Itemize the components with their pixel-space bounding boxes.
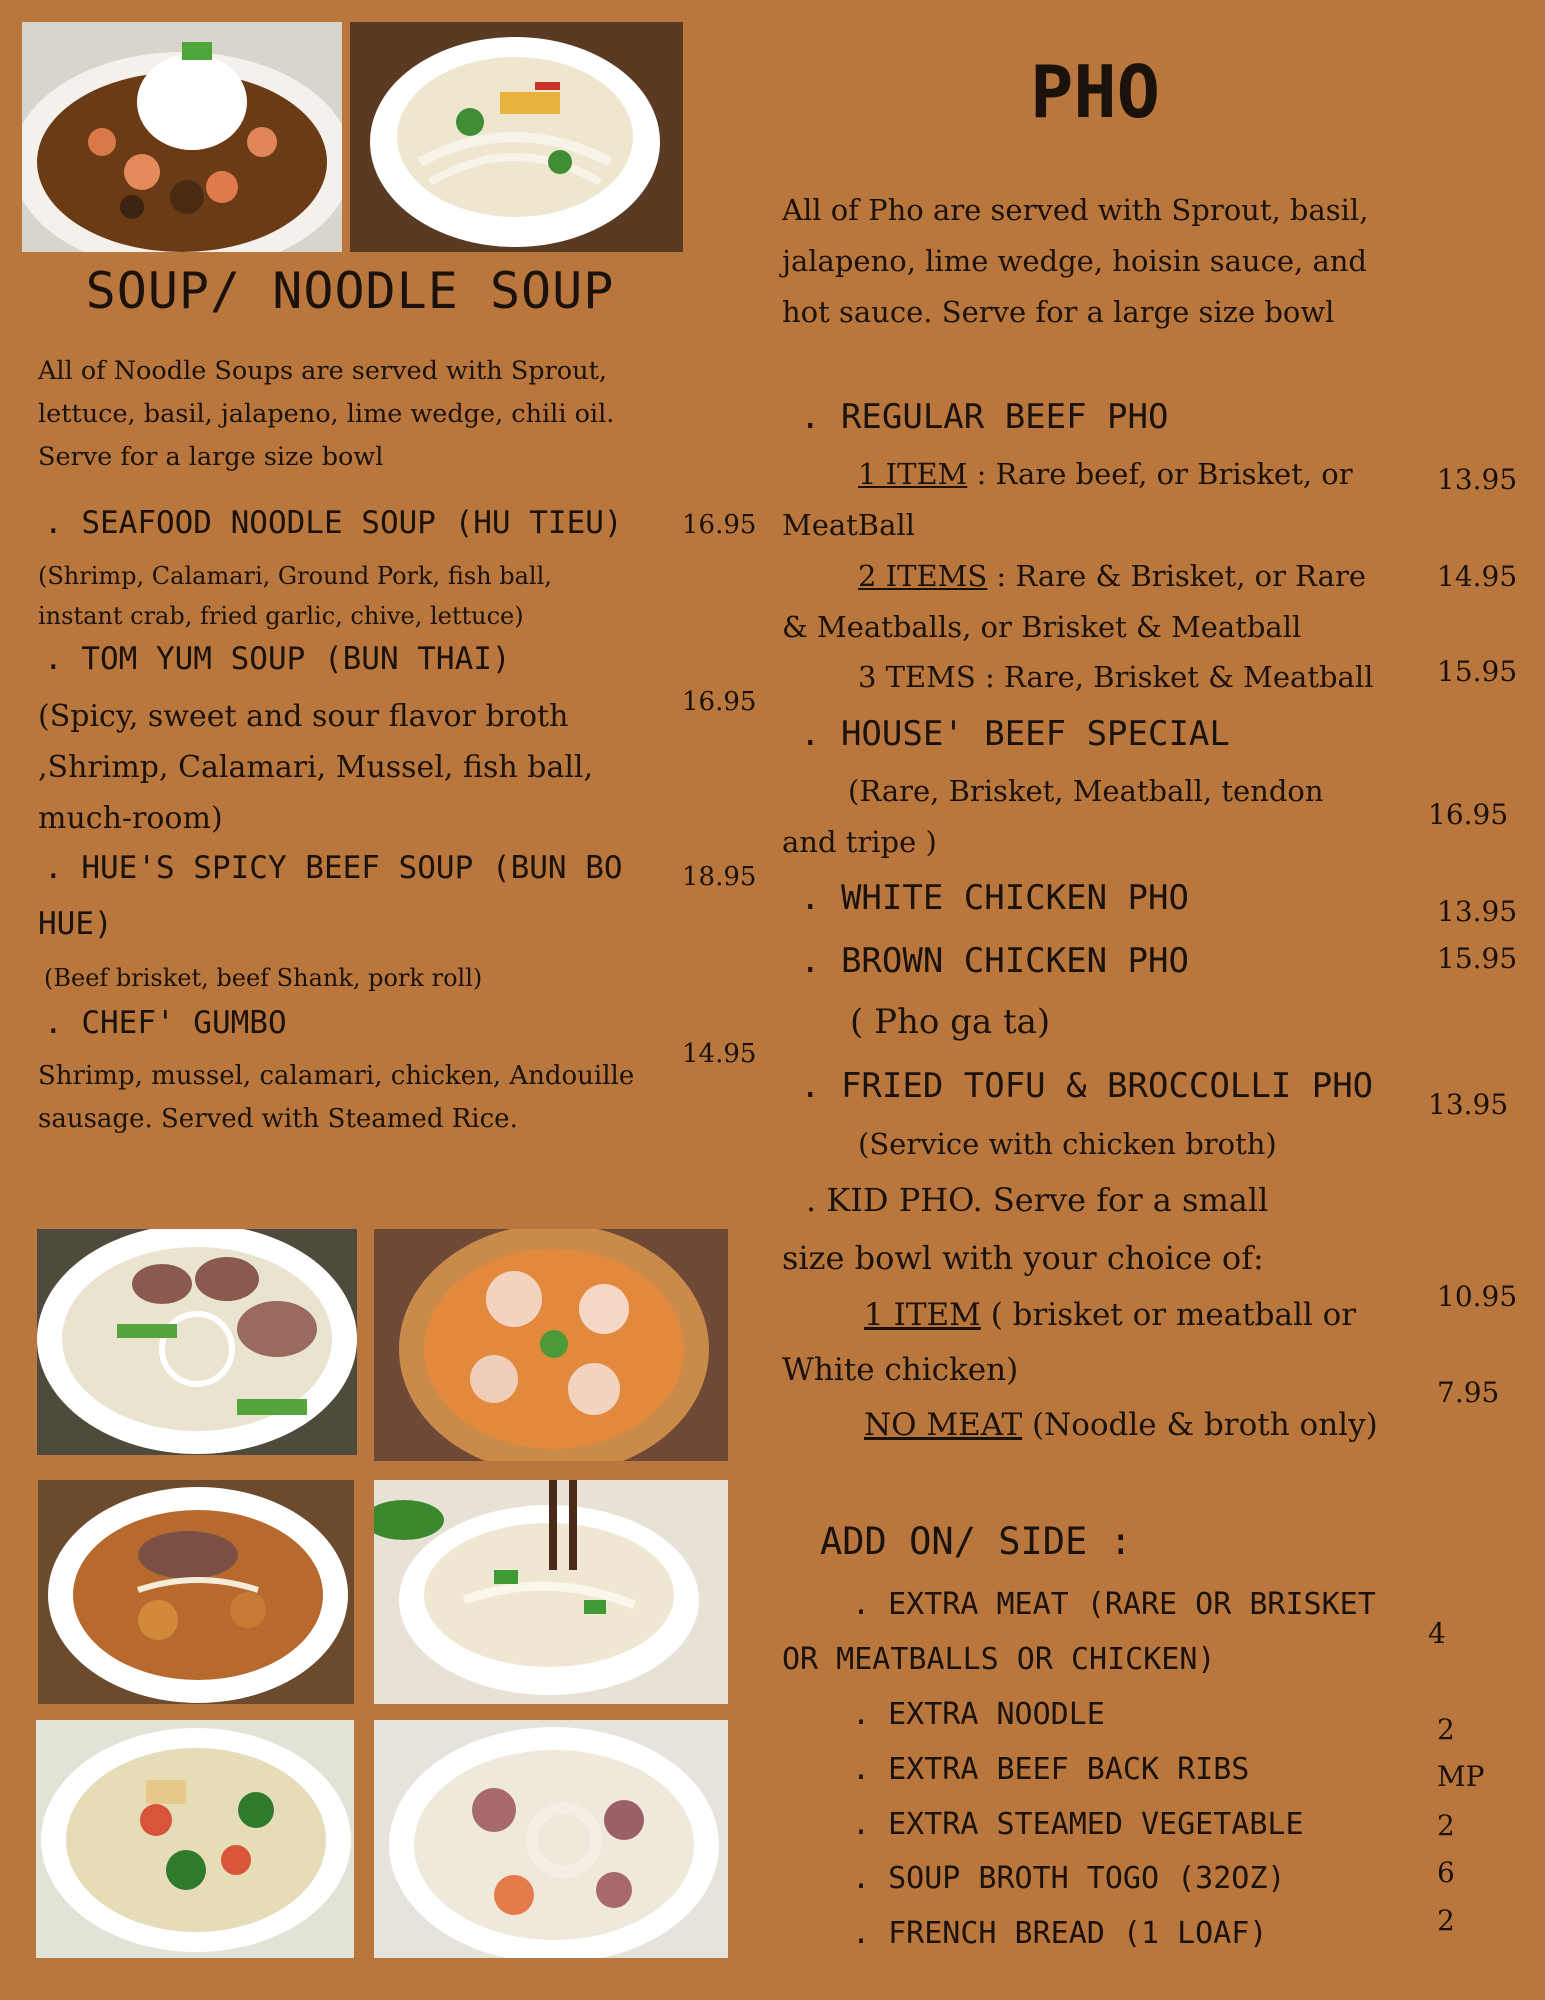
white-chicken-pho-price: 13.95 xyxy=(1437,895,1518,928)
brown-chicken-pho-price: 15.95 xyxy=(1437,942,1518,975)
tom-yum-soup-name: . TOM YUM SOUP (BUN THAI) xyxy=(44,641,511,677)
seafood-noodle-soup-price: 16.95 xyxy=(682,510,757,540)
soup-intro: All of Noodle Soups are served with Sprout, lettuce, basil, jalapeno, lime wedge, chili oil. Serve for a large size bowl xyxy=(38,356,615,472)
bun-bo-hue-name-line1: . HUE'S SPICY BEEF SOUP (BUN BO xyxy=(44,850,623,886)
kid-pho-1-item-price: 10.95 xyxy=(1437,1280,1518,1313)
tom-yum-photo xyxy=(374,1229,728,1461)
tofu-pho-photo xyxy=(36,1720,354,1958)
white-chicken-pho-name: . WHITE CHICKEN PHO xyxy=(800,878,1189,918)
kid-pho-no-meat xyxy=(864,1407,1378,1443)
regular-pho-1-item xyxy=(858,457,1353,491)
extra-meat-line-1: . EXTRA MEAT (RARE OR BRISKET xyxy=(852,1587,1376,1622)
extra-steamed-vegetable-price: 2 xyxy=(1437,1809,1455,1842)
regular-pho-2-items-text: : Rare & Brisket, or Rare xyxy=(996,559,1366,593)
regular-pho-3-items: 3 TEMS : Rare, Brisket & Meatball xyxy=(858,660,1374,694)
kid-pho-line-2: size bowl with your choice of: xyxy=(782,1239,1264,1277)
regular-beef-pho-name: . REGULAR BEEF PHO xyxy=(800,397,1169,437)
gumbo-photo xyxy=(22,22,342,252)
regular-pho-2-items xyxy=(858,559,1366,593)
regular-pho-2-items-price: 14.95 xyxy=(1437,560,1518,593)
regular-pho-1-item-text: : Rare beef, or Brisket, or xyxy=(976,457,1353,491)
extra-beef-back-ribs: . EXTRA BEEF BACK RIBS xyxy=(852,1752,1250,1787)
house-beef-special-desc-1: (Rare, Brisket, Meatball, tendon xyxy=(848,774,1324,808)
pho-section-title: PHO xyxy=(1029,50,1161,134)
pho-intro: All of Pho are served with Sprout, basil, jalapeno, lime wedge, hoisin sauce, and hot sauce. Serve for a large size bowl xyxy=(782,193,1369,329)
tom-yum-soup-desc: (Spicy, sweet and sour flavor broth ,Shrimp, Calamari, Mussel, fish ball, much-room) xyxy=(38,699,594,836)
house-beef-special-desc-2: and tripe ) xyxy=(782,825,937,859)
extra-meat-line-2: OR MEATBALLS OR CHICKEN) xyxy=(782,1642,1216,1677)
regular-pho-1-item-price: 13.95 xyxy=(1437,463,1518,496)
kid-pho-no-meat-price: 7.95 xyxy=(1437,1376,1500,1409)
kid-pho-no-meat-label: NO MEAT xyxy=(864,1407,1023,1443)
pho-chicken-photo xyxy=(350,22,683,252)
addons-title: ADD ON/ SIDE : xyxy=(820,1520,1132,1563)
regular-pho-1-item-label: 1 ITEM xyxy=(858,457,968,491)
extra-meat-price: 4 xyxy=(1428,1617,1446,1650)
regular-pho-2-items-cont: & Meatballs, or Brisket & Meatball xyxy=(782,610,1302,644)
house-beef-special-price: 16.95 xyxy=(1428,798,1509,831)
extra-noodle-price: 2 xyxy=(1437,1713,1455,1746)
chef-gumbo-name: . CHEF' GUMBO xyxy=(44,1005,287,1041)
soup-broth-togo: . SOUP BROTH TOGO (32OZ) xyxy=(852,1861,1286,1896)
chicken-noodle-photo xyxy=(374,1480,728,1704)
extra-noodle: . EXTRA NOODLE xyxy=(852,1697,1105,1732)
bun-bo-hue-photo xyxy=(38,1480,354,1704)
seafood-noodle-soup-name: . SEAFOOD NOODLE SOUP (HU TIEU) xyxy=(44,505,623,541)
regular-pho-1-item-cont: MeatBall xyxy=(782,508,915,542)
kid-pho-no-meat-text: (Noodle & broth only) xyxy=(1022,1407,1378,1443)
french-bread-price: 2 xyxy=(1437,1904,1455,1937)
kid-pho-1-item-text: ( brisket or meatball or xyxy=(980,1297,1357,1333)
brown-chicken-pho-name: . BROWN CHICKEN PHO xyxy=(800,941,1189,981)
extra-beef-back-ribs-price: MP xyxy=(1437,1760,1485,1793)
chef-gumbo-price: 14.95 xyxy=(682,1039,757,1069)
kid-pho-1-item xyxy=(864,1297,1356,1333)
extra-steamed-vegetable: . EXTRA STEAMED VEGETABLE xyxy=(852,1807,1304,1842)
soup-broth-togo-price: 6 xyxy=(1437,1856,1455,1889)
fried-tofu-pho-name: . FRIED TOFU & BROCCOLLI PHO xyxy=(800,1066,1374,1106)
fried-tofu-pho-price: 13.95 xyxy=(1428,1088,1509,1121)
house-beef-special-name: . HOUSE' BEEF SPECIAL xyxy=(800,714,1230,754)
regular-pho-2-items-label: 2 ITEMS xyxy=(858,559,988,593)
kid-pho-1-item-label: 1 ITEM xyxy=(864,1297,981,1333)
french-bread: . FRENCH BREAD (1 LOAF) xyxy=(852,1916,1268,1951)
kid-pho-line-1: . KID PHO. Serve for a small xyxy=(806,1181,1269,1219)
brown-chicken-pho-sub: ( Pho ga ta) xyxy=(850,1002,1051,1042)
seafood-noodle-soup-desc: (Shrimp, Calamari, Ground Pork, fish ball, instant crab, fried garlic, chive, lettuce) xyxy=(38,562,552,630)
regular-pho-3-items-price: 15.95 xyxy=(1437,655,1518,688)
bun-bo-hue-price: 18.95 xyxy=(682,862,757,892)
kid-pho-1-item-cont: White chicken) xyxy=(782,1352,1019,1388)
bun-bo-hue-desc: (Beef brisket, beef Shank, pork roll) xyxy=(44,964,483,992)
seafood-noodle-photo xyxy=(374,1720,728,1958)
chef-gumbo-desc: Shrimp, mussel, calamari, chicken, Andouille sausage. Served with Steamed Rice. xyxy=(38,1061,635,1134)
soup-section-title: SOUP/ NOODLE SOUP xyxy=(85,262,615,320)
bun-bo-hue-name-line2: HUE) xyxy=(38,906,113,942)
tom-yum-soup-price: 16.95 xyxy=(682,687,757,717)
fried-tofu-pho-sub: (Service with chicken broth) xyxy=(858,1127,1277,1161)
beef-pho-photo xyxy=(37,1229,357,1455)
